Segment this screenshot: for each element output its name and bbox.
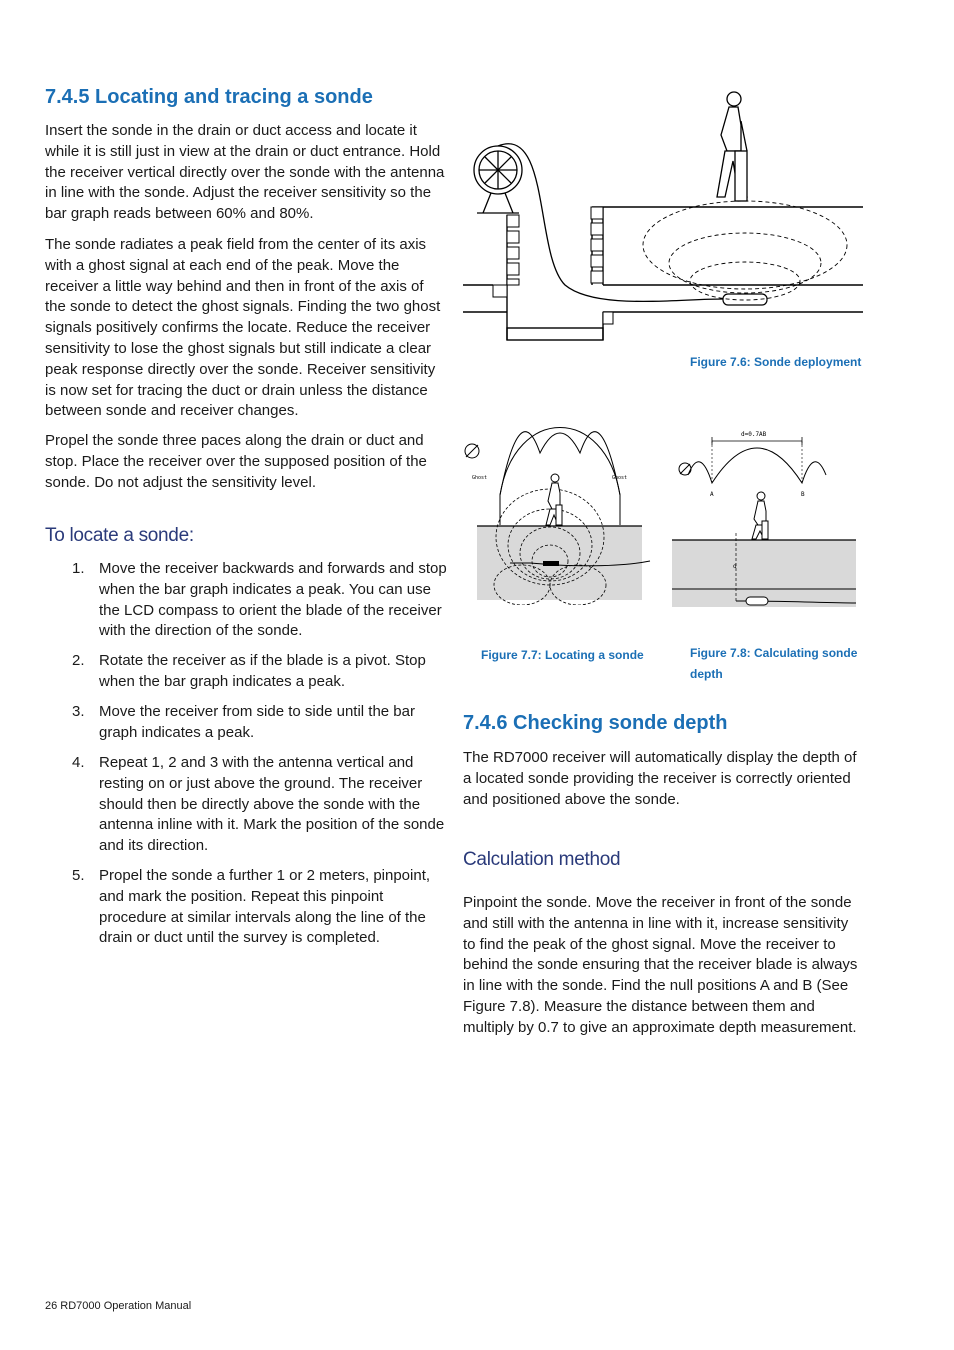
figure-caption-sonde-deployment: Figure 7.6: Sonde deployment: [690, 355, 862, 369]
figure-caption-locating-sonde: Figure 7.7: Locating a sonde: [481, 648, 644, 662]
paragraph-calculation: Pinpoint the sonde. Move the receiver in front of the sonde and still with the antenna in line with it, increase sensitivity to find the peak of the ghost signal. Move the receiver to behind the sonde ensuring that the receiver blade is always in line with the sonde. Find the null positions A and B (See Figure 7.8). Measure the distance between them and multiply by 0.7 to give an approximate depth measurement.: [463, 894, 858, 1036]
depth-formula: d=0.7AB: [741, 431, 767, 438]
step-number: 4.: [72, 754, 85, 771]
step-text: Move the receiver backwards and forwards and stop when the bar graph indicates a peak. You can use the LCD compass to orient the blade of the receiver with the direction of the sonde.: [99, 560, 447, 640]
depth-label: d: [733, 563, 737, 570]
figure-locating-sonde: [460, 425, 660, 605]
ghost-label-right: Ghost: [612, 475, 628, 481]
subheading-calculation-method: Calculation method: [463, 849, 621, 870]
paragraph-ghost-signals: The sonde radiates a peak field from the center of its axis with a ghost signal at each end of the peak. Move the receiver a little way behind and then in front of the axis of the sonde to detect the ghost signals. Finding the two ghost signals positively confirms the locate. Reduce the receiver sensitivity to lose the ghost signals but still indicate a clear peak response directly over the sonde. Receiver sensitivity is now set for tracing the duct or drain unless the distance between sonde and receiver changes.: [45, 236, 441, 420]
paragraph-checking-depth: The RD7000 receiver will automatically display the depth of a located sonde providing the receiver is correctly oriented and positioned above the sonde.: [463, 749, 857, 808]
step-text: Repeat 1, 2 and 3 with the antenna vertical and resting on or just above the ground. The receiver should then be directly above the sonde with the antenna inline with it. Mark the position of the sonde and its direction.: [99, 754, 445, 855]
paragraph-intro: Insert the sonde in the drain or duct access and locate it while it is still just in view at the drain or duct entrance. Hold the receiver vertical directly over the sonde with the antenna in line with the sonde. Adjust the receiver sensitivity so the bar graph reads between 60% and 80%.: [45, 122, 445, 223]
page-footer: 26 RD7000 Operation Manual: [45, 1300, 192, 1312]
step-text: Propel the sonde a further 1 or 2 meters, pinpoint, and mark the position. Repeat this pinpoint procedure at similar intervals along the line of the drain or duct until the survey is completed.: [99, 867, 431, 947]
step-text: Move the receiver from side to side until the bar graph indicates a peak.: [99, 703, 415, 741]
ghost-label-left: Ghost: [472, 475, 488, 481]
step-number: 5.: [72, 867, 85, 884]
step-number: 3.: [72, 703, 85, 720]
null-label-a: A: [710, 491, 714, 498]
step-number: 1.: [72, 560, 85, 577]
subheading-locate-sonde: To locate a sonde:: [45, 525, 194, 546]
step-number: 2.: [72, 652, 85, 669]
section-heading-checking-depth: 7.4.6 Checking sonde depth: [463, 712, 728, 734]
paragraph-propel: Propel the sonde three paces along the drain or duct and stop. Place the receiver over the supposed position of the sonde. Do not adjust the sensitivity level.: [45, 432, 427, 491]
figure-caption-calculating-depth: Figure 7.8: Calculating sonde depth: [690, 646, 858, 681]
null-label-b: B: [801, 491, 805, 498]
figure-sonde-deployment: [455, 85, 875, 350]
section-heading-locating: 7.4.5 Locating and tracing a sonde: [45, 86, 373, 108]
figure-calculating-depth: [668, 425, 863, 610]
step-text: Rotate the receiver as if the blade is a pivot. Stop when the bar graph indicates a peak.: [99, 652, 426, 690]
